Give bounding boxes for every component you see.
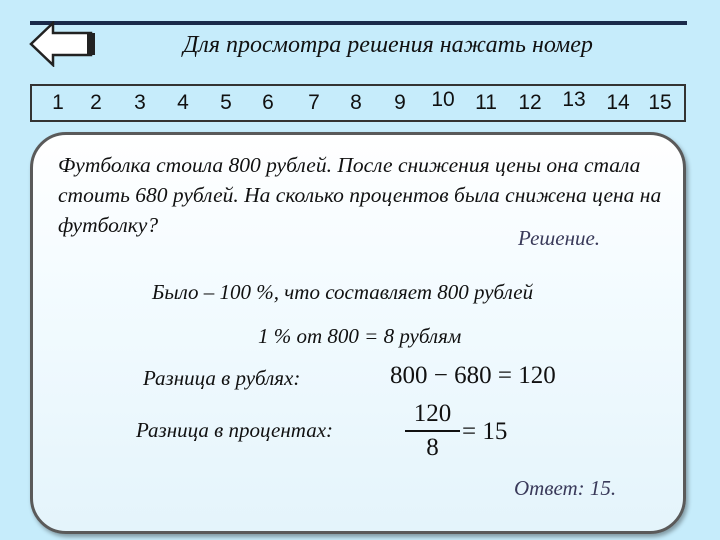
percent-fraction bbox=[405, 400, 460, 462]
problem-number-7[interactable]: 7 bbox=[308, 91, 320, 114]
problem-number-3[interactable]: 3 bbox=[134, 91, 146, 114]
problem-number-10[interactable]: 10 bbox=[431, 88, 455, 111]
problem-number-15[interactable]: 15 bbox=[648, 91, 672, 114]
solution-line-2: 1 % от 800 = 8 рублям bbox=[258, 324, 462, 348]
problem-number-6[interactable]: 6 bbox=[262, 91, 274, 114]
header-rule bbox=[30, 21, 687, 25]
problem-number-12[interactable]: 12 bbox=[518, 91, 542, 114]
difference-rubles-label: Разница в рублях: bbox=[143, 366, 301, 390]
difference-rubles-equation: 800 − 680 = 120 bbox=[390, 362, 556, 389]
fraction-result: = 15 bbox=[462, 418, 508, 445]
problem-number-4[interactable]: 4 bbox=[177, 91, 189, 114]
back-button[interactable] bbox=[29, 21, 99, 67]
problem-number-13[interactable]: 13 bbox=[562, 88, 586, 111]
problem-number-8[interactable]: 8 bbox=[350, 91, 362, 114]
solution-line-1: Было – 100 %, что составляет 800 рублей bbox=[152, 280, 534, 304]
problem-number-1[interactable]: 1 bbox=[52, 91, 64, 114]
solution-label: Решение. bbox=[518, 226, 601, 250]
problem-text: Футболка стоила 800 рублей. После снижения цены она стала стоить 680 рублей. На сколько процентов была снижена цена на футболку? bbox=[58, 153, 662, 237]
difference-percent-label: Разница в процентах: bbox=[136, 418, 334, 442]
problem-number-5[interactable]: 5 bbox=[220, 91, 232, 114]
fraction-bar bbox=[405, 430, 460, 432]
problem-number-9[interactable]: 9 bbox=[394, 91, 406, 114]
answer-text: Ответ: 15. bbox=[514, 476, 617, 500]
problem-number-bar bbox=[30, 84, 686, 122]
instruction-text: Для просмотра решения нажать номер bbox=[183, 32, 593, 58]
fraction-denominator: 8 bbox=[426, 434, 439, 461]
fraction-numerator: 120 bbox=[413, 400, 452, 427]
problem-number-11[interactable]: 11 bbox=[475, 91, 497, 114]
back-arrow-icon bbox=[29, 21, 99, 67]
problem-number-14[interactable]: 14 bbox=[606, 91, 630, 114]
problem-number-2[interactable]: 2 bbox=[90, 91, 102, 114]
